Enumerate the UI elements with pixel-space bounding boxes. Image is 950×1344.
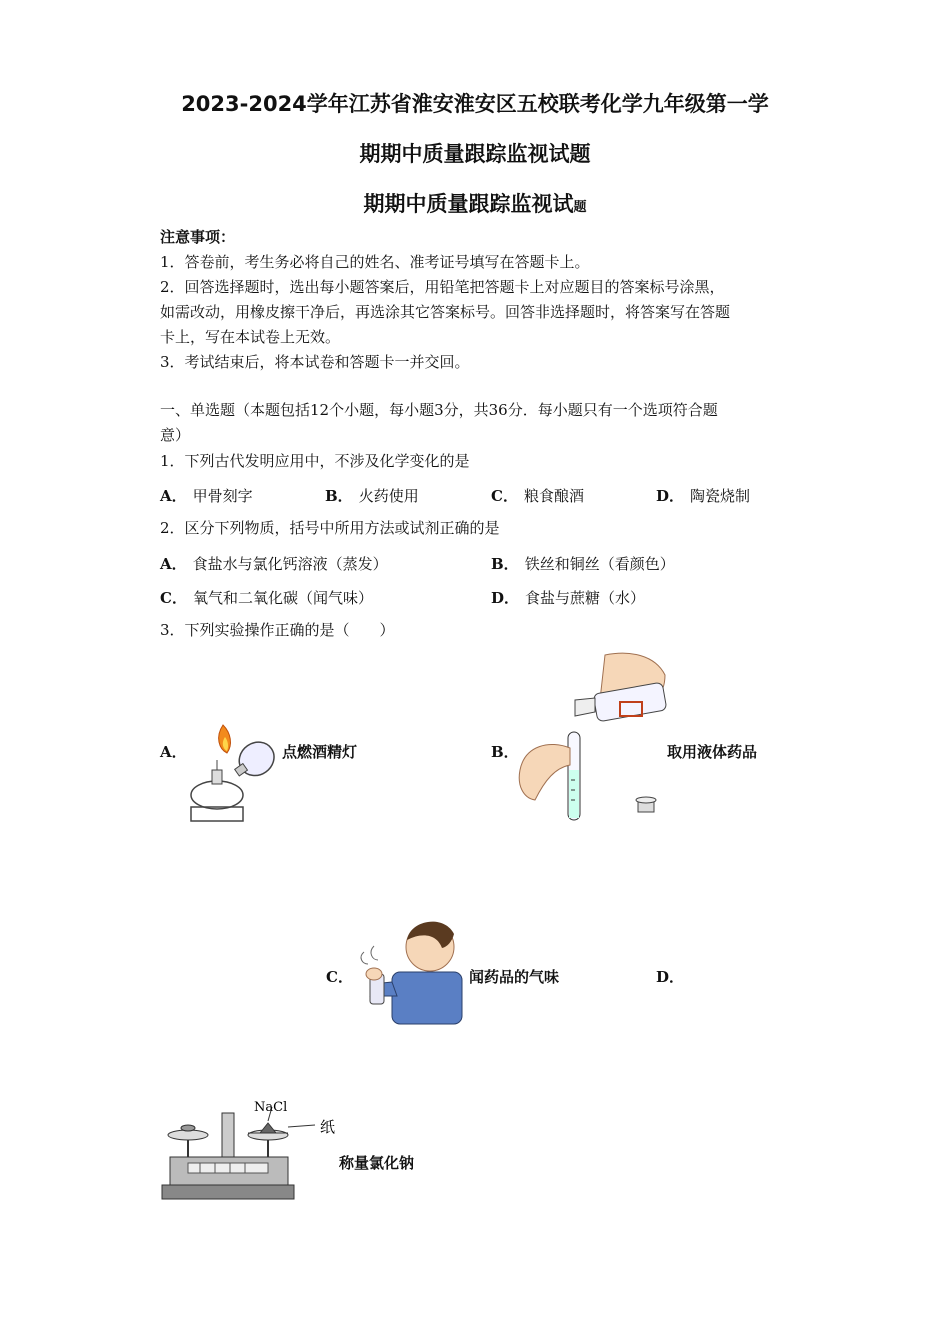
q1-option-a[interactable] [160, 485, 253, 506]
q3-option-a-caption: 点燃酒精灯 [282, 743, 358, 761]
notice-heading: 注意事项： [160, 228, 236, 246]
question-3-stem: 3．下列实验操作正确的是（ ） [160, 621, 395, 639]
notice-item: 1．答卷前，考生务必将自己的姓名、准考证号填写在答题卡上。 [160, 253, 590, 271]
q2-option-b[interactable] [491, 553, 675, 574]
balance-label-nacl: NaCl [254, 1100, 288, 1115]
q2-option-c[interactable] [160, 587, 373, 608]
option-key: C． [160, 589, 187, 607]
option-key: D． [491, 589, 520, 607]
q2-option-d[interactable] [491, 587, 645, 608]
option-text: 甲骨刻字 [192, 487, 253, 505]
notice-item: 3．考试结束后，将本试卷和答题卡一并交回。 [160, 353, 470, 371]
exam-title-line1: 2023-2024学年江苏省淮安淮安区五校联考化学九年级第一学 [181, 92, 769, 116]
q3-option-b-key[interactable]: B． [491, 743, 519, 761]
option-key: A． [160, 487, 187, 505]
q2-option-a[interactable] [160, 553, 388, 574]
notice-item: 2．回答选择题时，选出每小题答案后，用铅笔把答题卡上对应题目的答案标号涂黑， [160, 278, 725, 296]
notice-item: 如需改动，用橡皮擦干净后，再选涂其它答案标号。回答非选择题时，将答案写在答题 [160, 303, 731, 321]
option-text: 粮食酿酒 [523, 487, 584, 505]
question-1-stem: 1．下列古代发明应用中，不涉及化学变化的是 [160, 452, 470, 470]
section-heading: 一、单选题（本题包括12个小题，每小题3分，共36分．每小题只有一个选项符合题 [160, 401, 718, 419]
pouring-liquid-illustration [515, 650, 670, 825]
q3-option-d-key[interactable]: D． [656, 968, 685, 986]
option-key: A． [160, 555, 187, 573]
q3-option-c-key[interactable]: C． [326, 968, 353, 986]
balance-scale-illustration [160, 1095, 350, 1205]
balance-label-paper: 纸 [320, 1118, 336, 1136]
option-key: C． [491, 487, 518, 505]
exam-title-line2: 期期中质量跟踪监视试题 [359, 142, 591, 166]
option-text: 陶瓷烧制 [690, 487, 751, 505]
option-key: D． [656, 487, 685, 505]
q3-option-b-caption: 取用液体药品 [667, 743, 758, 761]
option-text: 食盐与蔗糖（水） [525, 589, 646, 607]
q1-option-d[interactable] [656, 485, 750, 506]
q3-option-d-caption: 称量氯化钠 [339, 1154, 415, 1172]
exam-title-line3 [0, 188, 950, 218]
notice-item: 卡上，写在本试卷上无效。 [160, 328, 341, 346]
question-2-stem: 2．区分下列物质，括号中所用方法或试剂正确的是 [160, 519, 500, 537]
q3-option-a-key[interactable]: A． [160, 743, 187, 761]
option-text: 铁丝和铜丝（看颜色） [524, 555, 675, 573]
option-text: 食盐水与氯化钙溶液（蒸发） [192, 555, 388, 573]
option-text: 火药使用 [358, 487, 419, 505]
alcohol-lamp-illustration [185, 715, 285, 830]
q3-option-c-caption: 闻药品的气味 [469, 968, 560, 986]
option-key: B． [491, 555, 519, 573]
smelling-odor-illustration [352, 912, 467, 1027]
exam-title-line3-main: 期期中质量跟踪监视试 [363, 192, 574, 216]
section-heading-cont: 意） [160, 426, 191, 444]
exam-title-line3-small: 题 [573, 200, 587, 215]
option-key: B． [325, 487, 353, 505]
q1-option-b[interactable] [325, 485, 419, 506]
q1-option-c[interactable] [491, 485, 584, 506]
option-text: 氧气和二氧化碳（闻气味） [192, 589, 373, 607]
